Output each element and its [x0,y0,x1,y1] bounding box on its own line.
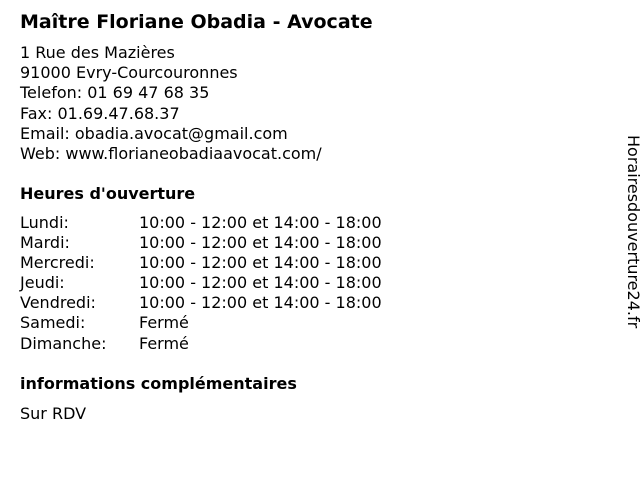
phone-number: Telefon: 01 69 47 68 35 [20,83,210,103]
day-label: Lundi: [20,213,69,232]
address-city: 91000 Evry-Courcouronnes [20,63,238,83]
opening-hours-table [20,213,440,354]
day-label: Mercredi: [20,253,95,273]
time-value: Fermé [139,313,189,333]
hours-row-thursday [20,273,440,293]
hours-row-saturday [20,313,440,333]
fax-number: Fax: 01.69.47.68.37 [20,103,180,123]
day-label: Samedi: [20,313,86,333]
day-label: Mardi: [20,233,70,253]
site-credit: Horairesdouverture24.fr [624,135,643,329]
time-value: Fermé [139,333,189,353]
time-value: 10:00 - 12:00 et 14:00 - 18:00 [139,293,382,313]
day-label: Dimanche: [20,333,107,353]
day-label: Vendredi: [20,293,96,313]
day-label: Jeudi: [20,273,65,293]
additional-info-heading: informations complémentaires [20,374,297,393]
time-value: 10:00 - 12:00 et 14:00 - 18:00 [139,253,382,273]
time-value: 10:00 - 12:00 et 14:00 - 18:00 [139,273,382,293]
hours-row-monday [20,213,440,233]
contact-details [20,43,322,164]
business-title: Maître Floriane Obadia - Avocate [20,11,373,33]
address-street: 1 Rue des Mazières [20,43,175,62]
hours-row-sunday [20,334,440,354]
hours-row-wednesday [20,253,440,273]
additional-info-text: Sur RDV [20,404,87,423]
time-value: 10:00 - 12:00 et 14:00 - 18:00 [139,213,382,232]
email-address: Email: obadia.avocat@gmail.com [20,123,288,143]
website-url: Web: www.florianeobadiaavocat.com/ [20,143,322,163]
hours-row-tuesday [20,233,440,253]
opening-hours-heading: Heures d'ouverture [20,184,196,203]
time-value: 10:00 - 12:00 et 14:00 - 18:00 [139,233,382,253]
hours-row-friday [20,293,440,313]
